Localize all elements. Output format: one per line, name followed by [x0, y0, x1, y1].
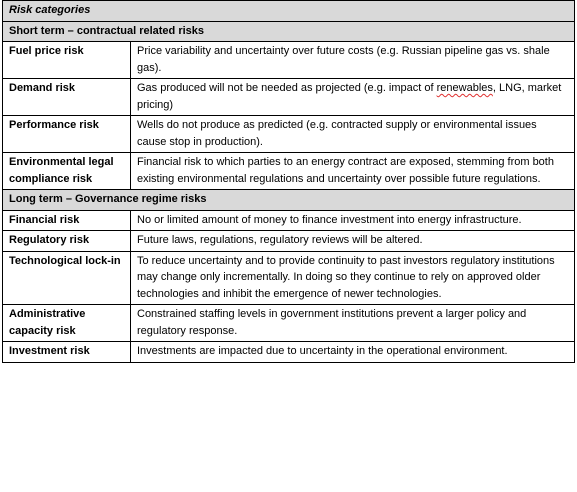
risk-label: Investment risk: [3, 342, 131, 363]
risk-row: [3, 251, 575, 305]
section-heading-row: [3, 190, 575, 211]
risk-label: Administrative capacity risk: [3, 305, 131, 342]
spellcheck-flagged-word: renewables: [436, 82, 493, 94]
risk-label: Technological lock-in: [3, 251, 131, 305]
risk-row: [3, 79, 575, 116]
description-text: Gas produced will not be needed as projected (e.g. impact of: [137, 82, 437, 94]
description-text: Wells do not produce as predicted (e.g. contracted supply or environmental issues cause stop in production).: [137, 119, 537, 148]
risk-row: [3, 342, 575, 363]
risk-label: Performance risk: [3, 116, 131, 153]
risk-description: [131, 116, 575, 153]
risk-label: Financial risk: [3, 210, 131, 231]
table-title: Risk categories: [3, 1, 575, 22]
risk-description: [131, 153, 575, 190]
risk-row: [3, 42, 575, 79]
description-text: Future laws, regulations, regulatory reviews will be altered.: [137, 234, 423, 246]
risk-row: [3, 210, 575, 231]
risk-row: [3, 116, 575, 153]
section-heading: Long term – Governance regime risks: [3, 190, 575, 211]
description-text: Investments are impacted due to uncertainty in the operational environment.: [137, 345, 508, 357]
risk-description: [131, 79, 575, 116]
risk-categories-table: [2, 0, 575, 363]
risk-table-body: [3, 1, 575, 363]
risk-description: [131, 210, 575, 231]
risk-description: [131, 305, 575, 342]
risk-description: [131, 251, 575, 305]
description-text: Price variability and uncertainty over future costs (e.g. Russian pipeline gas vs. shale gas).: [137, 45, 550, 74]
risk-label: Environmental legal compliance risk: [3, 153, 131, 190]
description-text: To reduce uncertainty and to provide continuity to past investors regulatory institutions may change only incrementally. In doing so they continue to rely on approved older technologies and inhibit the emergence of newer technologies.: [137, 254, 555, 300]
risk-row: [3, 153, 575, 190]
description-text: Constrained staffing levels in government institutions prevent a larger policy and regulatory response.: [137, 308, 527, 337]
risk-label: Regulatory risk: [3, 231, 131, 252]
risk-label: Fuel price risk: [3, 42, 131, 79]
description-text: No or limited amount of money to finance investment into energy infrastructure.: [137, 213, 522, 226]
risk-row: [3, 305, 575, 342]
section-heading-row: [3, 21, 575, 42]
risk-description: [131, 231, 575, 252]
risk-description: [131, 342, 575, 363]
risk-row: [3, 231, 575, 252]
section-heading: Short term – contractual related risks: [3, 21, 575, 42]
title-row: [3, 1, 575, 22]
risk-label: Demand risk: [3, 79, 131, 116]
description-text-continued: , LNG, market pricing): [137, 82, 562, 111]
risk-description: [131, 42, 575, 79]
description-text: Financial risk to which parties to an energy contract are exposed, stemming from both existing environmental regulations and uncertainty over possible future regulations.: [137, 156, 554, 185]
